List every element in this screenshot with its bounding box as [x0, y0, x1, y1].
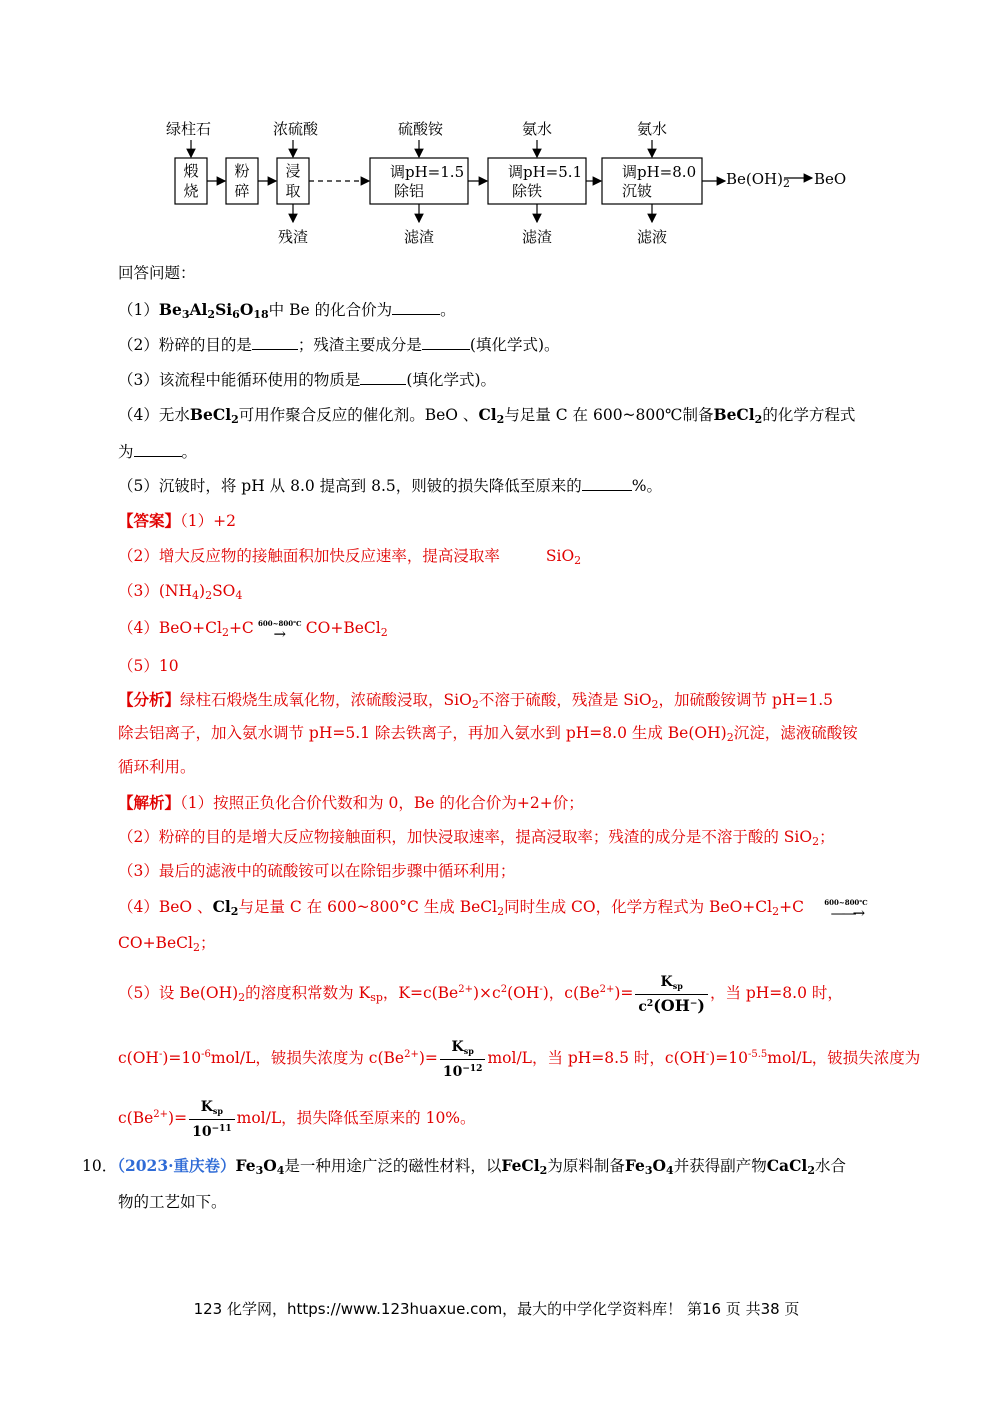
analysis-line-1: 【分析】绿柱石煅烧生成氧化物，浓硫酸浸取，SiO$_2$不溶于硫酸，残渣是 SiO$_2$，加硫酸铵调节 pH=1.5: [118, 690, 834, 711]
question-2: （2）粉碎的目的是 ；残渣主要成分是 (填化学式)。: [118, 336, 560, 354]
answer-blank[interactable]: [422, 334, 470, 350]
answer-tag: 【答案】: [118, 511, 181, 530]
box-remove-fe-line2: 除铁: [512, 182, 543, 200]
answer-blank[interactable]: [252, 334, 298, 350]
solution-line-7: $c(Be^{2+})=$ $\frac{K_{sp}}{10^{-11}}$ mol/L，损失降低至原来的 10%。: [118, 1098, 476, 1140]
question-5: （5）沉铍时，将 pH 从 8.0 提高到 8.5，则铍的损失降低至原来的 %。: [118, 477, 662, 495]
solution-line-3: （3）最后的滤液中的硫酸铵可以在除铝步骤中循环利用；: [118, 862, 516, 880]
product-be-oh2: $Be(OH)_2$: [726, 170, 790, 190]
solution-line-4b: CO+BeCl$_2$；: [118, 934, 216, 954]
box-leach-label: 浸取: [285, 162, 301, 200]
box-calcine-label: 煅烧: [183, 162, 199, 200]
answer-line-2: （2）增大反应物的接触面积加快反应速率，提高浸取率 SiO$_2$: [118, 547, 582, 567]
analysis-tag: 【分析】: [118, 690, 181, 709]
output-filter-residue-1: 滤渣: [404, 228, 435, 246]
box-remove-al-line1: 调pH=1.5: [390, 163, 465, 181]
solution-line-1: 【解析】（1）按照正负化合价代数和为 0，Be 的化合价为+2+价；: [118, 793, 584, 812]
answer-blank[interactable]: [134, 441, 182, 457]
question-3: （3）该流程中能循环使用的物质是 (填化学式)。: [118, 371, 496, 389]
page-footer: 123 化学网，https://www.123huaxue.com，最大的中学化学资料库！ 第16 页 共38 页: [193, 1300, 800, 1318]
answer-line-5: （5）10: [118, 657, 179, 675]
solution-tag: 【解析】: [118, 793, 181, 812]
reaction-arrow: 600~800℃ →: [258, 618, 302, 643]
box-precip-be-line2: 沉铍: [622, 182, 653, 200]
question-10-line2: 物的工艺如下。: [118, 1193, 227, 1211]
question-4-line1: （4）无水BeCl$_2$可用作聚合反应的催化剂。BeO 、$Cl_2$与足量 C 在 600~800℃制备BeCl$_2$的化学方程式: [118, 405, 856, 426]
output-filter-residue-2: 滤渣: [522, 228, 553, 246]
answer-blank[interactable]: [392, 299, 440, 315]
reaction-arrow: 600~800℃ ——→: [824, 897, 868, 922]
reagent-ammonia-1: 氨水: [522, 120, 553, 138]
reagent-conc-sulfuric-acid: 浓硫酸: [273, 120, 319, 138]
ksp-fraction: $\frac{K_{sp}}{c^2(OH^-)}$: [635, 974, 708, 1015]
question-4-line2: 为 。: [118, 443, 198, 461]
answer-line-3: $(3)(NH_4)_2SO_4$: [118, 582, 243, 602]
analysis-line-3: 循环利用。: [118, 758, 196, 776]
answer-line-1: 【答案】（1）+2: [118, 511, 236, 530]
solution-line-6: $c(OH^-)=10^{-6}mol/L$，铍损失浓度为 $c(Be^{2+})=$ $\frac{K_{sp}}{10^{-12}}$ mol/L，当 pH=8.5 时，$c(OH^-)=10^{-5.5}mol/L$，铍损失浓度为: [118, 1038, 921, 1080]
reagent-ammonia-2: 氨水: [637, 120, 668, 138]
answer-blank[interactable]: [582, 475, 632, 491]
output-residue: 残渣: [278, 228, 309, 246]
box-precip-be-line1: 调pH=8.0: [622, 163, 697, 181]
ksp-fraction: $\frac{K_{sp}}{10^{-12}}$: [440, 1039, 486, 1080]
solution-line-5: （5）设 $Be(OH)_2$的溶度积常数为 $K_{sp}$，$K=c(Be^{2+})\times c^2(OH^-)$，$c(Be^{2+})=$ $\frac{K_{sp}}{c^2(OH^-)}$ ，当 pH=8.0 时，: [118, 973, 843, 1015]
output-filtrate: 滤液: [637, 228, 668, 246]
question-source: （2023·重庆卷）: [117, 1156, 236, 1175]
ksp-fraction: $\frac{K_{sp}}{10^{-11}}$: [189, 1099, 235, 1140]
solution-line-2: （2）粉碎的目的是增大反应物接触面积，加快浸取速率，提高浸取率；残渣的成分是不溶于酸的 SiO$_2$；: [118, 828, 835, 848]
product-beo: BeO: [814, 170, 847, 188]
process-flowchart: [160, 118, 880, 258]
answer-blank[interactable]: [360, 369, 406, 385]
box-remove-al-line2: 除铝: [394, 182, 425, 200]
intro-text: 回答问题：: [118, 264, 196, 282]
solution-line-4: （4）BeO 、$Cl_2$与足量 C 在 600~800°C 生成 BeCl$_2$同时生成 CO，化学方程式为 $BeO+Cl_2+C$ 600~800℃ ——→: [118, 896, 888, 923]
question-1: $(1)Be_3Al_2Si_6O_{18}$中 Be 的化合价为 。: [118, 300, 456, 321]
analysis-line-2: 除去铝离子，加入氨水调节 pH=5.1 除去铁离子，再加入氨水到 pH=8.0 生成 $Be(OH)_2$沉淀，滤液硫酸铵: [118, 724, 858, 744]
answer-line-4: $(4)BeO+Cl_2+C$ 600~800℃ → CO+BeCl$_2$: [118, 618, 388, 643]
box-remove-fe-line1: 调pH=5.1: [508, 163, 583, 181]
question-10-line1: 10．（2023·重庆卷）$Fe_3O_4$是一种用途广泛的磁性材料，以FeCl$_2$为原料制备$Fe_3O_4$并获得副产物CaCl$_2$水合: [82, 1156, 846, 1177]
reagent-beryl: 绿柱石: [166, 120, 212, 138]
box-grind-label: 粉碎: [234, 162, 250, 200]
reagent-ammonium-sulfate: 硫酸铵: [398, 120, 444, 138]
